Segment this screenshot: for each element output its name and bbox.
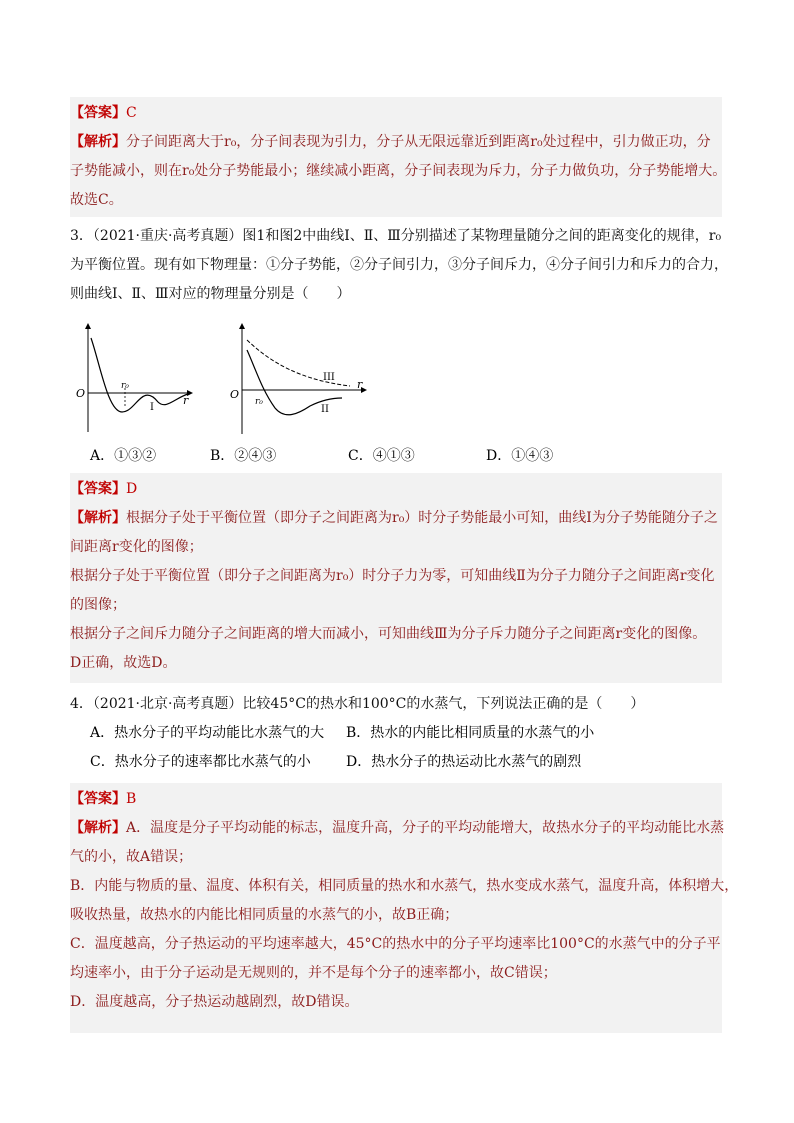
q3-stem-line-3: 则曲线Ⅰ、Ⅱ、Ⅲ对应的物理量分别是（ ）: [70, 286, 351, 302]
q3-stem-line-1: 3．（2021·重庆·高考真题）图1和图2中曲线Ⅰ、Ⅱ、Ⅲ分别描述了某物理量随分之间的距离变化的规律，r₀: [70, 228, 722, 244]
fig1-r0-label: r₀: [121, 381, 129, 391]
q3-analysis-line-4: 的图像；: [70, 597, 126, 613]
fig1-origin: O: [76, 387, 86, 400]
q4-analysis-line-7: D．温度越高，分子热运动越剧烈，故D错误。: [70, 994, 359, 1010]
answer-value: D: [126, 481, 138, 497]
analysis-text: A．温度是分子平均动能的标志，温度升高，分子的平均动能增大，故热水分子的平均动能比水蒸: [126, 820, 725, 836]
q4-option-b[interactable]: B．热水的内能比相同质量的水蒸气的小: [346, 725, 595, 741]
q3-figure-svg: [70, 322, 370, 440]
fig1-axis-label: r: [183, 394, 189, 407]
q3-stem-line-2: 为平衡位置。现有如下物理量：①分子势能，②分子间引力，③分子间斥力，④分子间引力和斥力的合力，: [70, 257, 728, 273]
q3-option-c[interactable]: C．④①③: [348, 448, 415, 464]
figure-2: [230, 324, 366, 434]
fig1-curve-label: I: [150, 402, 154, 413]
q2-answer-line: [70, 97, 722, 128]
fig2-r0-label: r₀: [255, 397, 263, 407]
q3-option-b[interactable]: B．②④③: [210, 448, 277, 464]
figure-1: [76, 324, 192, 432]
q3-answer-block: [70, 473, 722, 683]
q4-analysis-line-2: 气的小，故A错误；: [70, 849, 193, 865]
q3-stem: [70, 222, 728, 309]
q2-analysis-line-2: 子势能减小，则在r₀处分子势能最小；继续减小距离，分子间表现为斥力，分子力做负功，分子势能增大。: [70, 163, 727, 179]
answer-value: B: [126, 791, 137, 807]
q3-answer-line: [70, 473, 722, 504]
q4-analysis-line-3: B．内能与物质的量、温度、体积有关，相同质量的热水和水蒸气，热水变成水蒸气，温度升高，体积增大，: [70, 878, 739, 894]
q4-stem: 4．（2021·北京·高考真题）比较45°C的热水和100°C的水蒸气，下列说法正确的是（ ）: [70, 696, 645, 712]
q4-analysis-line-1: [70, 814, 725, 843]
q4-option-a[interactable]: A．热水分子的平均动能比水蒸气的大: [90, 725, 325, 741]
fig2-curve-dashed-label: III: [323, 372, 335, 383]
answer-tag: 【答案】: [70, 791, 126, 807]
answer-tag: 【答案】: [70, 481, 126, 497]
q3-option-d[interactable]: D．①④③: [486, 448, 554, 464]
q3-option-a[interactable]: A．①③②: [90, 448, 157, 464]
fig2-axis-label: r: [357, 378, 363, 391]
q4-stem-block: [70, 690, 722, 777]
q3-analysis-line-3: 根据分子处于平衡位置（即分子之间距离为r₀）时分子力为零，可知曲线Ⅱ为分子力随分子之间距离r变化: [70, 568, 715, 584]
analysis-tag: 【解析】: [70, 134, 126, 150]
q4-analysis-line-5: C．温度越高，分子热运动的平均速率越大，45°C的热水中的分子平均速率比100°C的水蒸气中的分子平: [70, 936, 721, 952]
analysis-text: 根据分子处于平衡位置（即分子之间距离为r₀）时分子势能最小可知，曲线Ⅰ为分子势能随分子之: [126, 510, 718, 526]
q3-figures: [70, 322, 370, 440]
q3-analysis-line-5: 根据分子之间斥力随分子之间距离的增大而减小，可知曲线Ⅲ为分子斥力随分子之间距离r变化的图像。: [70, 626, 707, 642]
q2-analysis-line-1: [70, 128, 722, 157]
analysis-tag: 【解析】: [70, 510, 126, 526]
q3-analysis-line-2: 间距离r变化的图像；: [70, 539, 203, 555]
q3-analysis-line-6: D正确，故选D。: [70, 655, 177, 671]
q3-analysis-line-1: [70, 504, 722, 533]
q4-answer-block: [70, 783, 739, 1033]
q4-analysis-line-4: 吸收热量，故热水的内能比相同质量的水蒸气的小，故B正确；: [70, 907, 459, 923]
q4-analysis-line-6: 均速率小，由于分子运动是无规则的，并不是每个分子的速率都小，故C错误；: [70, 965, 557, 981]
q4-option-d[interactable]: D．热水分子的热运动比水蒸气的剧烈: [346, 754, 582, 770]
analysis-text: 分子间距离大于r₀，分子间表现为引力，分子从无限远靠近到距离r₀处过程中，引力做正功，分: [126, 134, 711, 150]
q2-analysis-line-3: 故选C。: [70, 192, 123, 208]
q4-answer-line: [70, 783, 722, 814]
analysis-tag: 【解析】: [70, 820, 126, 836]
fig2-curve-solid-label: II: [321, 404, 329, 415]
fig2-origin: O: [230, 388, 240, 401]
q2-answer-block: [70, 97, 727, 217]
answer-tag: 【答案】: [70, 105, 126, 121]
answer-value: C: [126, 105, 137, 121]
q4-option-c[interactable]: C．热水分子的速率都比水蒸气的小: [90, 754, 311, 770]
